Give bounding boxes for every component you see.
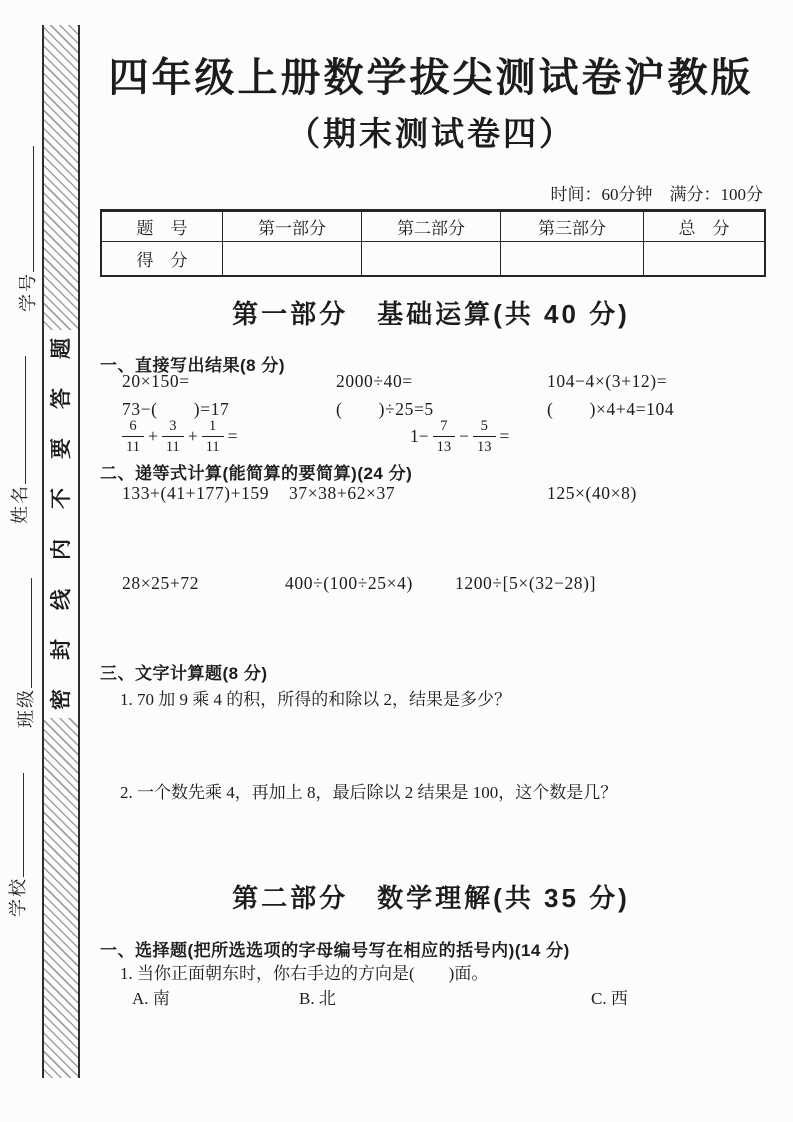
fraction-expression [120,419,240,454]
word-problem-1: 1. 70 加 9 乘 4 的积，所得的和除以 2，结果是多少？ [120,690,511,709]
part1-section1-title: 一、直接写出结果(8 分) [100,356,285,375]
numerator: 7 [440,418,448,434]
fraction [433,419,456,454]
exam-subtitle: （期末测试卷四） [287,115,575,152]
exam-time-score-meta: 时间：60分钟 满分：100分 [550,185,763,204]
operator: + [187,426,198,446]
expression: 37×38+62×37 [289,483,396,503]
field-name [6,356,32,524]
equals-sign: = [499,426,510,446]
seal-char: 线 [48,588,73,610]
seal-hatch-bottom [44,718,78,1078]
fraction [202,419,224,454]
expression: 104−4×(3+12)= [547,371,668,391]
expression: ( )÷25=5 [336,399,434,419]
field-school-label: 学校 [8,877,28,917]
operator: + [147,426,158,446]
denominator: 11 [162,436,184,454]
field-class [12,578,38,728]
seal-char: 要 [48,438,73,460]
operator: − [459,426,469,446]
seal-char: 不 [48,488,73,510]
part1-heading: 第一部分 基础运算(共 40 分) [232,299,630,329]
score-table-header-cell: 第二部分 [361,212,500,242]
numerator: 6 [129,418,137,434]
equals-sign: = [227,426,238,446]
field-school [4,773,30,917]
denominator: 11 [122,436,144,454]
score-table-header-cell: 第一部分 [222,212,361,242]
expression: 400÷(100÷25×4) [285,573,413,593]
field-school-blank [19,773,24,877]
expression: ( )×4+4=104 [547,399,675,419]
expression: 73−( )=17 [122,399,230,419]
part2-section1-title: 一、选择题(把所选选项的字母编号写在相应的括号内)(14 分) [100,941,570,960]
denominator: 13 [433,436,456,454]
fraction [162,419,184,454]
expression: 2000÷40= [336,371,413,391]
numerator: 3 [169,418,177,434]
seal-hatch-top [44,25,78,330]
numerator: 1 [209,418,217,434]
field-student-id [14,146,40,312]
seal-text-column [44,330,78,718]
score-table-empty-cell [500,242,643,275]
option-c: C. 西 [591,989,628,1008]
score-table-empty-cell [222,242,361,275]
seal-strip [42,25,80,1078]
score-table-header-cell: 题 号 [102,212,222,242]
field-class-label: 班级 [16,688,36,728]
score-table [100,209,766,277]
score-table-empty-cell [361,242,500,275]
exam-title: 四年级上册数学拔尖测试卷沪教版 [108,56,754,100]
score-table-header-cell: 总 分 [643,212,764,242]
fraction [473,419,496,454]
seal-char: 内 [48,538,73,560]
fraction [122,419,144,454]
denominator: 11 [202,436,224,454]
seal-char: 密 [48,688,73,710]
fraction-expression [408,419,511,454]
expression: 1200÷[5×(32−28)] [455,573,597,593]
expression: 28×25+72 [122,573,200,593]
leading-term: 1− [410,426,429,446]
seal-char: 答 [48,388,73,410]
numerator: 5 [480,418,488,434]
option-a: A. 南 [132,989,170,1008]
part1-section2-title: 二、递等式计算(能简算的要简算)(24 分) [100,464,413,483]
part2-heading: 第二部分 数学理解(共 35 分) [232,883,630,913]
field-student-id-label: 学号 [18,272,38,312]
option-b: B. 北 [299,989,336,1008]
field-class-blank [27,578,32,688]
expression: 125×(40×8) [547,483,637,503]
field-name-blank [21,356,26,484]
word-problem-2: 2. 一个数先乘 4，再加上 8，最后除以 2 结果是 100，这个数是几？ [120,783,618,802]
field-name-label: 姓名 [10,484,30,524]
seal-char: 题 [48,338,73,359]
choice-question-1: 1. 当你正面朝东时，你右手边的方向是( )面。 [120,964,489,983]
score-table-empty-cell [643,242,764,275]
expression: 20×150= [122,371,190,391]
denominator: 13 [473,436,496,454]
expression: 133+(41+177)+159 [122,483,270,503]
score-table-header-cell: 第三部分 [500,212,643,242]
field-student-id-blank [29,146,34,272]
seal-char: 封 [48,638,73,660]
part1-section3-title: 三、文字计算题(8 分) [100,664,268,683]
score-table-row-label: 得 分 [136,251,188,270]
